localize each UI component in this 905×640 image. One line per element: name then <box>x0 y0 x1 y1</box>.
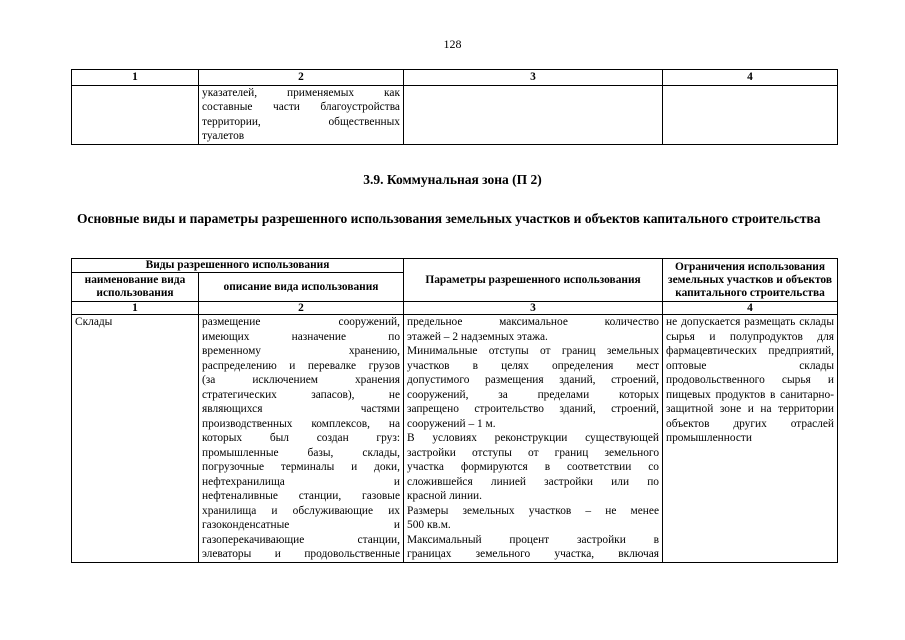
col-number: 4 <box>663 302 838 315</box>
header-limits: Ограничения использования земельных участков и объектов капитального строительства <box>663 259 838 302</box>
col-number: 1 <box>72 302 199 315</box>
page-number: 128 <box>443 37 462 51</box>
subtitle: Основные виды и параметры разрешенного использования земельных участков и объектов капитального строительства <box>77 211 821 226</box>
col-number: 1 <box>72 70 199 86</box>
section-title: 3.9. Коммунальная зона (П 2) <box>363 172 542 187</box>
table-number-row <box>72 70 838 86</box>
limits-cell: не допускается размещать склады сырья и полупродуктов для фармацевтических предприятий, оптовые склады продовольственного сырья и пищевых продуктов в санитарно- защитной зоне и на территории объектов других отраслей промышленности <box>663 315 838 563</box>
col-number: 2 <box>199 70 404 86</box>
header-desc: описание вида использования <box>199 273 404 302</box>
col-number: 3 <box>404 70 663 86</box>
col-number: 2 <box>199 302 404 315</box>
continued-table <box>71 69 838 145</box>
description-cell: размещение сооружений, имеющих назначение по временному хранению, распределению и перевалке грузов (за исключением хранения стратегических запасов), не являющихся частями производственных комплексов, на которых был создан груз: промышленные базы, склады, погрузочные терминалы и доки, нефтехранилища и нефтеналивные станции, газовые хранилища и обслуживающие их газоконденсатные и газоперекачивающие станции, элеваторы и продовольственные <box>199 315 404 563</box>
use-name-cell: Склады <box>72 315 199 563</box>
header-params: Параметры разрешенного использования <box>404 259 663 302</box>
table-number-row <box>72 302 838 315</box>
header-name: наименование вида использования <box>72 273 199 302</box>
params-cell: предельное максимальное количество этажей – 2 надземных этажа. Минимальные отступы от границ земельных участков в целях определения мест допустимого размещения зданий, строений, сооружений, за пределами которых запрещено строительство зданий, строений, сооружений – 1 м. В условиях реконструкции существующей застройки отступы от границ земельного участка формируются в соответствии со сложившейся линией застройки или по красной линии. Размеры земельных участков – не менее 500 кв.м. Максимальный процент застройки в границах земельного участка, включая <box>404 315 663 563</box>
table-row <box>72 315 838 563</box>
table-row <box>72 85 838 144</box>
zoning-table <box>71 258 838 563</box>
col-number: 3 <box>404 302 663 315</box>
description-cell: указателей, применяемых как составные части благоустройства территории, общественных туалетов <box>199 85 404 144</box>
header-group: Виды разрешенного использования <box>72 259 404 273</box>
col-number: 4 <box>663 70 838 86</box>
table-header-row <box>72 259 838 273</box>
